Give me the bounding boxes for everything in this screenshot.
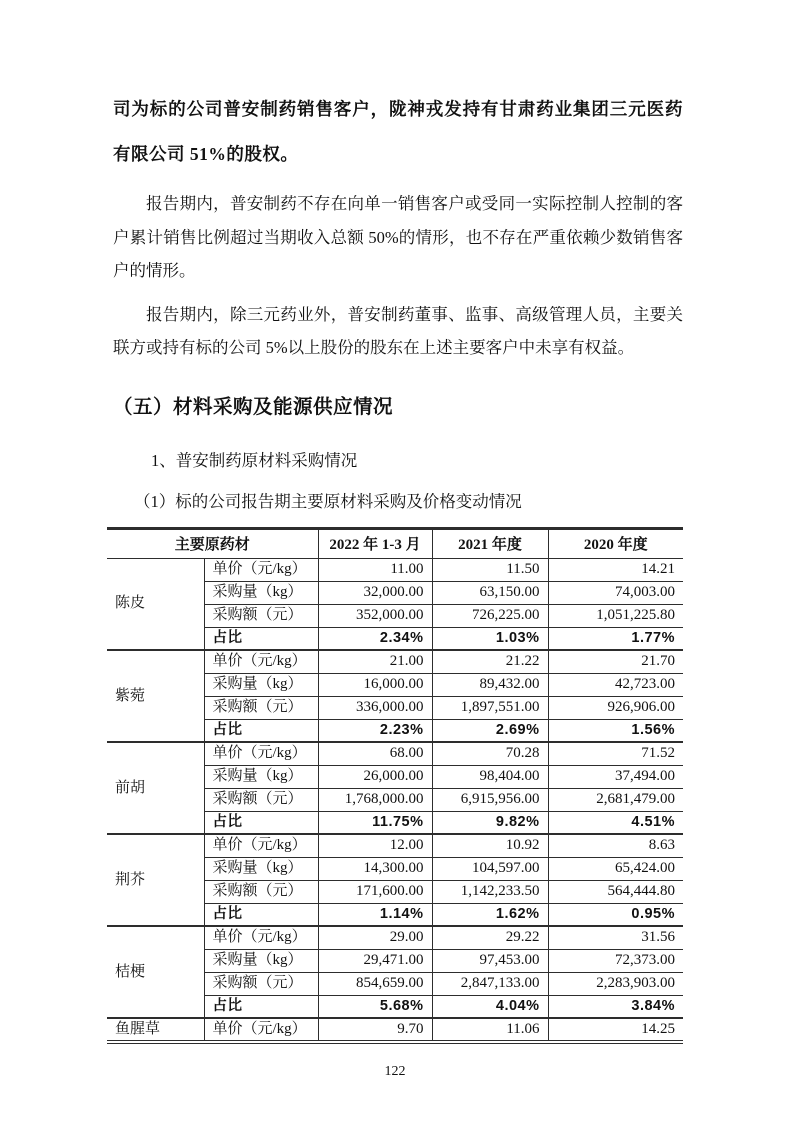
material-name-cell: 桔梗 [107, 926, 204, 1018]
value-cell: 726,225.00 [432, 604, 548, 627]
value-cell: 171,600.00 [318, 880, 432, 903]
metric-label-cell: 占比 [204, 995, 318, 1018]
value-cell: 2,681,479.00 [548, 788, 683, 811]
metric-label-cell: 采购量（kg） [204, 857, 318, 880]
value-cell: 0.95% [548, 903, 683, 926]
value-cell: 1.56% [548, 719, 683, 742]
metric-label-cell: 采购额（元） [204, 972, 318, 995]
metric-label-cell: 单价（元/kg） [204, 926, 318, 949]
metric-label-cell: 采购量（kg） [204, 765, 318, 788]
metric-label-cell: 单价（元/kg） [204, 1018, 318, 1042]
page-number: 122 [384, 1064, 406, 1079]
metric-label-cell: 占比 [204, 719, 318, 742]
value-cell: 11.06 [432, 1018, 548, 1042]
value-cell: 11.00 [318, 558, 432, 581]
metric-label-cell: 占比 [204, 903, 318, 926]
value-cell: 12.00 [318, 834, 432, 857]
paragraph-customer-concentration: 报告期内，普安制药不存在向单一销售客户或受同一实际控制人控制的客户累计销售比例超过当期收入总额 50%的情形，也不存在严重依赖少数销售客户的情形。 [113, 194, 683, 280]
table-row [107, 1018, 683, 1042]
metric-label-cell: 采购量（kg） [204, 581, 318, 604]
value-cell: 9.82% [432, 811, 548, 834]
value-cell: 11.75% [318, 811, 432, 834]
column-header-material: 主要原药材 [107, 528, 318, 558]
value-cell: 72,373.00 [548, 949, 683, 972]
value-cell: 2,283,903.00 [548, 972, 683, 995]
value-cell: 63,150.00 [432, 581, 548, 604]
value-cell: 37,494.00 [548, 765, 683, 788]
metric-label-cell: 采购额（元） [204, 788, 318, 811]
material-name-cell: 前胡 [107, 742, 204, 834]
value-cell: 74,003.00 [548, 581, 683, 604]
table-row [107, 558, 683, 581]
value-cell: 29.22 [432, 926, 548, 949]
metric-label-cell: 占比 [204, 811, 318, 834]
value-cell: 68.00 [318, 742, 432, 765]
raw-materials-table [107, 527, 683, 1045]
value-cell: 2.23% [318, 719, 432, 742]
value-cell: 11.50 [432, 558, 548, 581]
metric-label-cell: 采购量（kg） [204, 673, 318, 696]
value-cell: 21.00 [318, 650, 432, 673]
metric-label-cell: 单价（元/kg） [204, 742, 318, 765]
value-cell: 2.34% [318, 627, 432, 650]
value-cell: 26,000.00 [318, 765, 432, 788]
value-cell: 926,906.00 [548, 696, 683, 719]
value-cell: 32,000.00 [318, 581, 432, 604]
section-heading: （五）材料采购及能源供应情况 [113, 395, 394, 418]
table-row [107, 742, 683, 765]
value-cell: 89,432.00 [432, 673, 548, 696]
value-cell: 97,453.00 [432, 949, 548, 972]
subheading-procurement: 1、普安制药原材料采购情况 [151, 450, 358, 470]
value-cell: 336,000.00 [318, 696, 432, 719]
value-cell: 65,424.00 [548, 857, 683, 880]
value-cell: 5.68% [318, 995, 432, 1018]
metric-label-cell: 采购量（kg） [204, 949, 318, 972]
column-header-2020: 2020 年度 [548, 528, 683, 558]
value-cell: 1,051,225.80 [548, 604, 683, 627]
value-cell: 1.77% [548, 627, 683, 650]
value-cell: 14,300.00 [318, 857, 432, 880]
value-cell: 104,597.00 [432, 857, 548, 880]
value-cell: 29.00 [318, 926, 432, 949]
value-cell: 1.03% [432, 627, 548, 650]
paragraph-continuation: 司为标的公司普安制药销售客户，陇神戎发持有甘肃药业集团三元医药有限公司 51%的股权。 [113, 99, 683, 164]
value-cell: 98,404.00 [432, 765, 548, 788]
value-cell: 2.69% [432, 719, 548, 742]
table-row [107, 650, 683, 673]
value-cell: 16,000.00 [318, 673, 432, 696]
metric-label-cell: 采购额（元） [204, 604, 318, 627]
value-cell: 1,142,233.50 [432, 880, 548, 903]
value-cell: 21.22 [432, 650, 548, 673]
subheading-price-change: （1）标的公司报告期主要原材料采购及价格变动情况 [134, 491, 522, 511]
value-cell: 31.56 [548, 926, 683, 949]
paragraph-related-party-interest: 报告期内，除三元药业外，普安制药董事、监事、高级管理人员，主要关联方或持有标的公司 5%以上股份的股东在上述主要客户中未享有权益。 [113, 304, 683, 357]
value-cell: 4.04% [432, 995, 548, 1018]
column-header-2021: 2021 年度 [432, 528, 548, 558]
table-row [107, 834, 683, 857]
value-cell: 3.84% [548, 995, 683, 1018]
table-row [107, 926, 683, 949]
metric-label-cell: 采购额（元） [204, 696, 318, 719]
metric-label-cell: 采购额（元） [204, 880, 318, 903]
value-cell: 14.25 [548, 1018, 683, 1042]
material-name-cell: 紫菀 [107, 650, 204, 742]
material-name-cell: 鱼腥草 [107, 1018, 204, 1042]
value-cell: 4.51% [548, 811, 683, 834]
value-cell: 2,847,133.00 [432, 972, 548, 995]
value-cell: 70.28 [432, 742, 548, 765]
value-cell: 564,444.80 [548, 880, 683, 903]
value-cell: 1.14% [318, 903, 432, 926]
column-header-2022: 2022 年 1-3 月 [318, 528, 432, 558]
value-cell: 8.63 [548, 834, 683, 857]
value-cell: 71.52 [548, 742, 683, 765]
value-cell: 854,659.00 [318, 972, 432, 995]
value-cell: 6,915,956.00 [432, 788, 548, 811]
value-cell: 42,723.00 [548, 673, 683, 696]
value-cell: 21.70 [548, 650, 683, 673]
material-name-cell: 陈皮 [107, 558, 204, 650]
value-cell: 1.62% [432, 903, 548, 926]
metric-label-cell: 单价（元/kg） [204, 834, 318, 857]
value-cell: 1,897,551.00 [432, 696, 548, 719]
value-cell: 29,471.00 [318, 949, 432, 972]
value-cell: 10.92 [432, 834, 548, 857]
value-cell: 352,000.00 [318, 604, 432, 627]
raw-materials-table-body [107, 558, 683, 1042]
value-cell: 9.70 [318, 1018, 432, 1042]
metric-label-cell: 单价（元/kg） [204, 558, 318, 581]
value-cell: 14.21 [548, 558, 683, 581]
table-header-row [107, 528, 683, 558]
material-name-cell: 荆芥 [107, 834, 204, 926]
metric-label-cell: 占比 [204, 627, 318, 650]
metric-label-cell: 单价（元/kg） [204, 650, 318, 673]
value-cell: 1,768,000.00 [318, 788, 432, 811]
